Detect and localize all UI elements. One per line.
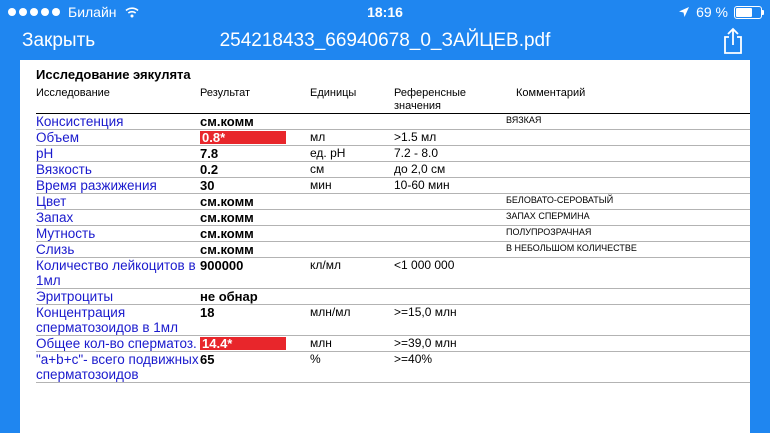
test-units-cell [310,130,394,146]
test-result-flagged: 0.8* [200,131,286,144]
table-row [36,194,750,210]
test-name-cell [36,178,200,194]
test-reference: >=40% [394,352,433,366]
test-name-cell [36,162,200,178]
header-result: Результат [200,87,251,99]
test-name: Общее кол-во сперматоз. [36,336,197,351]
test-name-cell [36,242,200,258]
test-reference-cell [394,130,506,146]
test-units: мин [310,178,332,192]
nav-bar [0,24,770,60]
test-result: 900000 [200,258,244,273]
test-comment-cell [506,162,750,178]
table-row [36,305,750,336]
location-arrow-icon [678,6,690,18]
test-name: Цвет [36,194,67,209]
share-icon[interactable] [718,26,748,56]
test-result: см.комм [200,114,254,129]
test-units-cell [310,336,394,352]
status-clock: 18:16 [367,4,403,20]
test-reference-cell [394,114,506,130]
test-units-cell [310,178,394,194]
test-units-cell [310,352,394,383]
test-reference: до 2,0 см [394,162,446,176]
test-comment: ЗАПАХ СПЕРМИНА [506,211,590,221]
test-units-cell [310,242,394,258]
test-name: Концентрация сперматозоидов в 1мл [36,305,178,335]
test-name-cell [36,194,200,210]
test-name: Вязкость [36,162,92,177]
test-result-cell [200,146,310,162]
test-comment-cell [506,289,750,305]
table-row [36,289,750,305]
test-units: млн/мл [310,305,351,319]
test-reference-cell [394,146,506,162]
test-name-cell [36,336,200,352]
test-comment-cell [506,305,750,336]
close-button[interactable]: Закрыть [22,30,96,51]
table-row [36,162,750,178]
test-reference: >=39,0 млн [394,336,457,350]
test-result-cell [200,352,310,383]
test-result: см.комм [200,194,254,209]
test-comment-cell [506,114,750,130]
status-bar [0,0,770,24]
header-units: Единицы [310,87,357,99]
test-units: % [310,352,321,366]
table-row [36,336,750,352]
battery-icon [734,6,762,19]
wifi-icon [125,6,139,18]
test-units-cell [310,289,394,305]
test-name: pH [36,146,54,161]
test-result: 0.2 [200,162,219,177]
test-reference-cell [394,194,506,210]
carrier-name: Билайн [68,4,117,20]
header-comment: Комментарий [516,87,586,99]
test-units: кл/мл [310,258,341,272]
test-name: Слизь [36,242,75,257]
test-reference-cell [394,162,506,178]
table-row [36,146,750,162]
pdf-page[interactable] [20,60,750,433]
test-reference-cell [394,289,506,305]
document-filename: 254218433_66940678_0_ЗАЙЦЕВ.pdf [219,30,551,51]
test-reference-cell [394,336,506,352]
test-result-cell [200,114,310,130]
test-reference: >=15,0 млн [394,305,457,319]
table-row [36,178,750,194]
table-row [36,210,750,226]
test-units-cell [310,162,394,178]
test-units-cell [310,114,394,130]
test-result: см.комм [200,226,254,241]
test-units-cell [310,305,394,336]
test-result: 18 [200,305,215,320]
test-name-cell [36,130,200,146]
test-comment: В НЕБОЛЬШОМ КОЛИЧЕСТВЕ [506,243,637,253]
test-name-cell [36,114,200,130]
test-reference-cell [394,242,506,258]
test-reference: 10-60 мин [394,178,450,192]
signal-dots-icon [8,8,60,16]
table-row [36,226,750,242]
test-reference: <1 000 000 [394,258,455,272]
table-row [36,242,750,258]
table-row [36,352,750,383]
test-comment-cell [506,226,750,242]
test-comment-cell [506,130,750,146]
test-result-cell [200,162,310,178]
status-left [8,4,139,20]
test-units: мл [310,130,326,144]
test-name: Количество лейкоцитов в 1мл [36,258,196,288]
header-test: Исследование [36,87,110,99]
test-result: 65 [200,352,215,367]
test-comment-cell [506,210,750,226]
test-result-cell [200,178,310,194]
test-units: см [310,162,325,176]
test-comment-cell [506,242,750,258]
test-result-cell [200,130,310,146]
test-name: Консистенция [36,114,124,129]
test-name-cell [36,226,200,242]
test-reference: >1.5 мл [394,130,437,144]
test-result-cell [200,194,310,210]
test-name-cell [36,210,200,226]
test-name-cell [36,146,200,162]
test-name: Запах [36,210,74,225]
test-reference-cell [394,226,506,242]
test-name-cell [36,305,200,336]
test-name: "a+b+c"- всего подвижных сперматозоидов [36,352,199,382]
test-result-flagged: 14.4* [200,337,286,350]
test-units-cell [310,146,394,162]
test-reference-cell [394,210,506,226]
test-reference-cell [394,352,506,383]
section-title: Исследование эякулята [36,67,191,82]
test-comment-cell [506,178,750,194]
test-comment-cell [506,258,750,289]
test-result-cell [200,305,310,336]
header-reference: Референсные значения [394,87,467,112]
test-name: Мутность [36,226,96,241]
test-name-cell [36,289,200,305]
results-table [36,114,750,383]
test-result-cell [200,289,310,305]
test-result: см.комм [200,242,254,257]
test-reference-cell [394,178,506,194]
table-row [36,114,750,130]
test-result: 7.8 [200,146,219,161]
battery-percent: 69 % [696,4,728,20]
table-row [36,130,750,146]
test-result: не обнар [200,289,258,304]
test-units-cell [310,194,394,210]
table-row [36,258,750,289]
test-result-cell [200,258,310,289]
test-result: см.комм [200,210,254,225]
test-comment-cell [506,352,750,383]
battery-fill [736,8,752,17]
test-reference: 7.2 - 8.0 [394,146,439,160]
test-reference-cell [394,305,506,336]
test-units: млн [310,336,332,350]
test-units-cell [310,210,394,226]
test-comment-cell [506,336,750,352]
test-name-cell [36,352,200,383]
status-right [678,4,762,20]
test-comment-cell [506,146,750,162]
test-units-cell [310,226,394,242]
test-units-cell [310,258,394,289]
test-comment-cell [506,194,750,210]
test-result: 30 [200,178,215,193]
test-reference-cell [394,258,506,289]
test-units: ед. pH [310,146,346,160]
test-result-cell [200,336,310,352]
test-result-cell [200,210,310,226]
test-result-cell [200,242,310,258]
test-comment: ВЯЗКАЯ [506,115,542,125]
test-comment: БЕЛОВАТО-СЕРОВАТЫЙ [506,195,614,205]
test-name: Эритроциты [36,289,114,304]
test-name: Объем [36,130,80,145]
test-name: Время разжижения [36,178,157,193]
test-result-cell [200,226,310,242]
test-name-cell [36,258,200,289]
test-comment: ПОЛУПРОЗРАЧНАЯ [506,227,592,237]
